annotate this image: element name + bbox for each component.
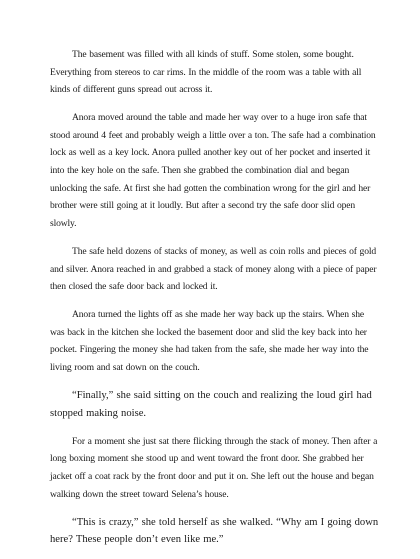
paragraph-basement: The basement was filled with all kinds of stuff. Some stolen, some bought. Everything from stereos to car rims. In the middle of the room was a table with all kinds of different guns spread out across it. <box>50 49 362 96</box>
paragraph-crazy: “This is crazy,” she told herself as she walked. “Why am I going down here? These people don’t even like me.” <box>50 516 379 546</box>
paragraph-front-door: For a moment she just sat there flicking through the stack of money. Then after a long boxing moment she stood up and went toward the front door. She grabbed her jacket off a coat rack by the front door and put it on. She left out the house and began walking down the street toward Selena’s house. <box>50 435 378 500</box>
paragraph-safe: Anora moved around the table and made her way over to a huge iron safe that stood around 4 feet and probably weigh a little over a ton. The safe had a combination lock as well as a key lock. Anora pulled another key out of her pocket and inserted it into the key hole on the safe. Then she grabbed the combination dial and began unlocking the safe. At first she had gotten the combination wrong for the girl and her brother were still going at it loudly. But after a second try the safe door slid open slowly. <box>50 112 376 229</box>
paragraph-finally: “Finally,” she said sitting on the couch and realizing the loud girl had stopped making noise. <box>50 390 372 419</box>
paragraph-stairs: Anora turned the lights off as she made her way back up the stairs. When she was back in the kitchen she locked the basement door and slid the key back into her pocket. Fingering the money she had taken from the safe, she made her way into the living room and sat down on the couch. <box>50 309 369 373</box>
paragraph-money: The safe held dozens of stacks of money, as well as coin rolls and pieces of gold and silver. Anora reached in and grabbed a stack of money along with a piece of paper then closed the safe door back and locked it. <box>50 245 377 293</box>
document-page <box>50 46 380 559</box>
